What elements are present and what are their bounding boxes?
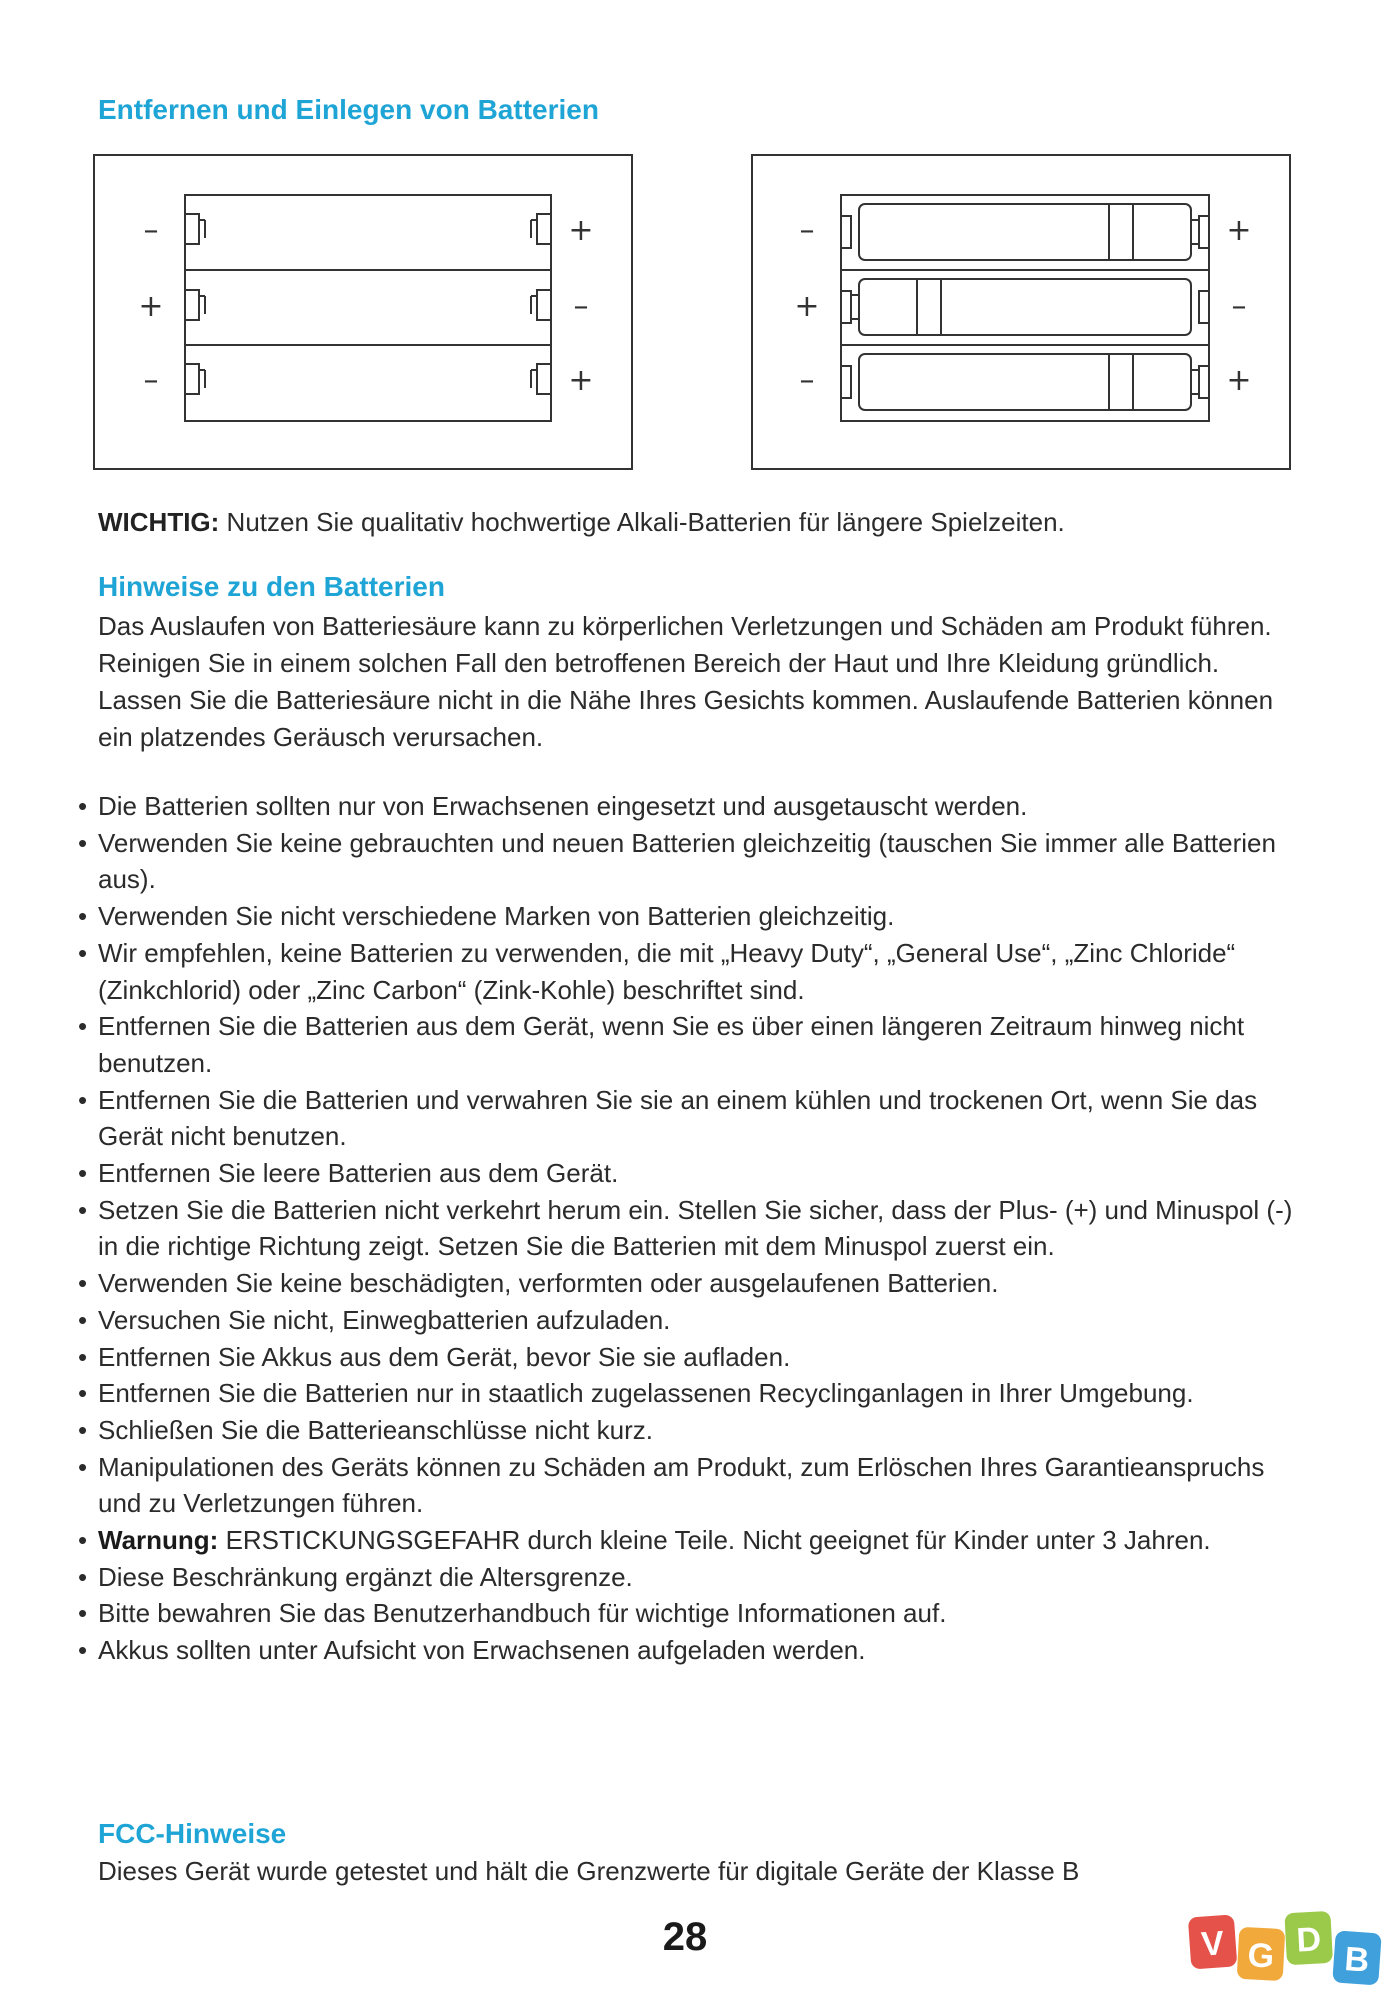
important-text: Nutzen Sie qualitativ hochwertige Alkali-Batterien für längere Spielzeiten. (219, 507, 1065, 537)
polarity-plus-icon: + (1226, 213, 1252, 248)
polarity-minus-icon: – (799, 363, 815, 398)
page-number: 28 (662, 1915, 708, 1959)
list-item: • Entfernen Sie die Batterien nur in staatlich zugelassenen Recyclinganlagen in Ihrer Umgebung. (78, 1375, 1308, 1412)
list-item: • Bitte bewahren Sie das Benutzerhandbuch für wichtige Informationen auf. (78, 1595, 1308, 1632)
battery-compartment-filled-diagram (751, 154, 1291, 470)
polarity-minus-icon: – (573, 289, 589, 324)
important-note (98, 504, 1298, 541)
polarity-plus-icon: + (138, 289, 164, 324)
list-item: • Entfernen Sie Akkus aus dem Gerät, bevor Sie sie aufladen. (78, 1339, 1308, 1376)
battery-hints-paragraph: Das Auslaufen von Batteriesäure kann zu körperlichen Verletzungen und Schäden am Produkt führen. Reinigen Sie in einem solchen Fall den betroffenen Bereich der Haut und Ihre Kleidung gründlich. Lassen Sie die Batteriesäure nicht in die Nähe Ihres Gesichts kommen. Auslaufende Batterien können ein platzendes Geräusch verursachen. (98, 611, 1274, 752)
list-item: • Verwenden Sie keine gebrauchten und neuen Batterien gleichzeitig (tauschen Sie immer alle Batterien aus). (78, 825, 1308, 898)
list-item: • Wir empfehlen, keine Batterien zu verwenden, die mit „Heavy Duty“, „General Use“, „Zinc Chloride“ (Zinkchlorid) oder „Zinc Carbon“ (Zink-Kohle) beschriftet sind. (78, 935, 1308, 1008)
polarity-plus-icon: + (568, 363, 594, 398)
section-heading-fcc: FCC-Hinweise (98, 1818, 287, 1849)
battery-hints-list (78, 788, 1308, 1669)
list-item: • Entfernen Sie die Batterien aus dem Gerät, wenn Sie es über einen längeren Zeitraum hinweg nicht benutzen. (78, 1008, 1308, 1081)
battery-compartment-empty-diagram (93, 154, 633, 470)
section-heading-battery-hints: Hinweise zu den Batterien (98, 571, 445, 602)
polarity-plus-icon: + (568, 213, 594, 248)
list-item: • Setzen Sie die Batterien nicht verkehrt herum ein. Stellen Sie sicher, dass der Plus- (+) und Minuspol (-) in die richtige Richtung zeigt. Setzen Sie die Batterien mit dem Minuspol zuerst ein. (78, 1192, 1308, 1265)
list-item: • Entfernen Sie leere Batterien aus dem Gerät. (78, 1155, 1308, 1192)
important-label: WICHTIG: (98, 507, 220, 537)
polarity-minus-icon: – (143, 213, 159, 248)
polarity-minus-icon: – (143, 363, 159, 398)
warning-label: Warnung: (98, 1525, 219, 1556)
polarity-plus-icon: + (1226, 363, 1252, 398)
list-item: • Entfernen Sie die Batterien und verwahren Sie sie an einem kühlen und trockenen Ort, wenn Sie das Gerät nicht benutzen. (78, 1082, 1308, 1155)
fcc-paragraph: Dieses Gerät wurde getestet und hält die Grenzwerte für digitale Geräte der Klasse B (98, 1856, 1080, 1886)
vgdb-logo (1188, 1908, 1388, 1995)
list-item: • Verwenden Sie keine beschädigten, verformten oder ausgelaufenen Batterien. (78, 1265, 1308, 1302)
svg-text:D: D (1295, 1920, 1323, 1960)
polarity-minus-icon: – (799, 213, 815, 248)
warning-text: ERSTICKUNGSGEFAHR durch kleine Teile. Nicht geeignet für Kinder unter 3 Jahren. (218, 1525, 1211, 1556)
list-item: • Die Batterien sollten nur von Erwachsenen eingesetzt und ausgetauscht werden. (78, 788, 1308, 825)
list-item: • Diese Beschränkung ergänzt die Altersgrenze. (78, 1559, 1308, 1596)
svg-text:B: B (1343, 1940, 1371, 1980)
svg-text:G: G (1246, 1936, 1276, 1976)
list-item: • Schließen Sie die Batterieanschlüsse nicht kurz. (78, 1412, 1308, 1449)
list-item: • Versuchen Sie nicht, Einwegbatterien aufzuladen. (78, 1302, 1308, 1339)
svg-text:V: V (1200, 1924, 1226, 1964)
section-heading-batteries: Entfernen und Einlegen von Batterien (98, 94, 599, 125)
polarity-minus-icon: – (1231, 289, 1247, 324)
list-item: • Akkus sollten unter Aufsicht von Erwachsenen aufgeladen werden. (78, 1632, 1308, 1669)
polarity-plus-icon: + (794, 289, 820, 324)
list-item: • Manipulationen des Geräts können zu Schäden am Produkt, zum Erlöschen Ihres Garantieanspruchs und zu Verletzungen führen. (78, 1449, 1308, 1522)
warning-list-item (78, 1522, 1308, 1559)
list-item: • Verwenden Sie nicht verschiedene Marken von Batterien gleichzeitig. (78, 898, 1308, 935)
